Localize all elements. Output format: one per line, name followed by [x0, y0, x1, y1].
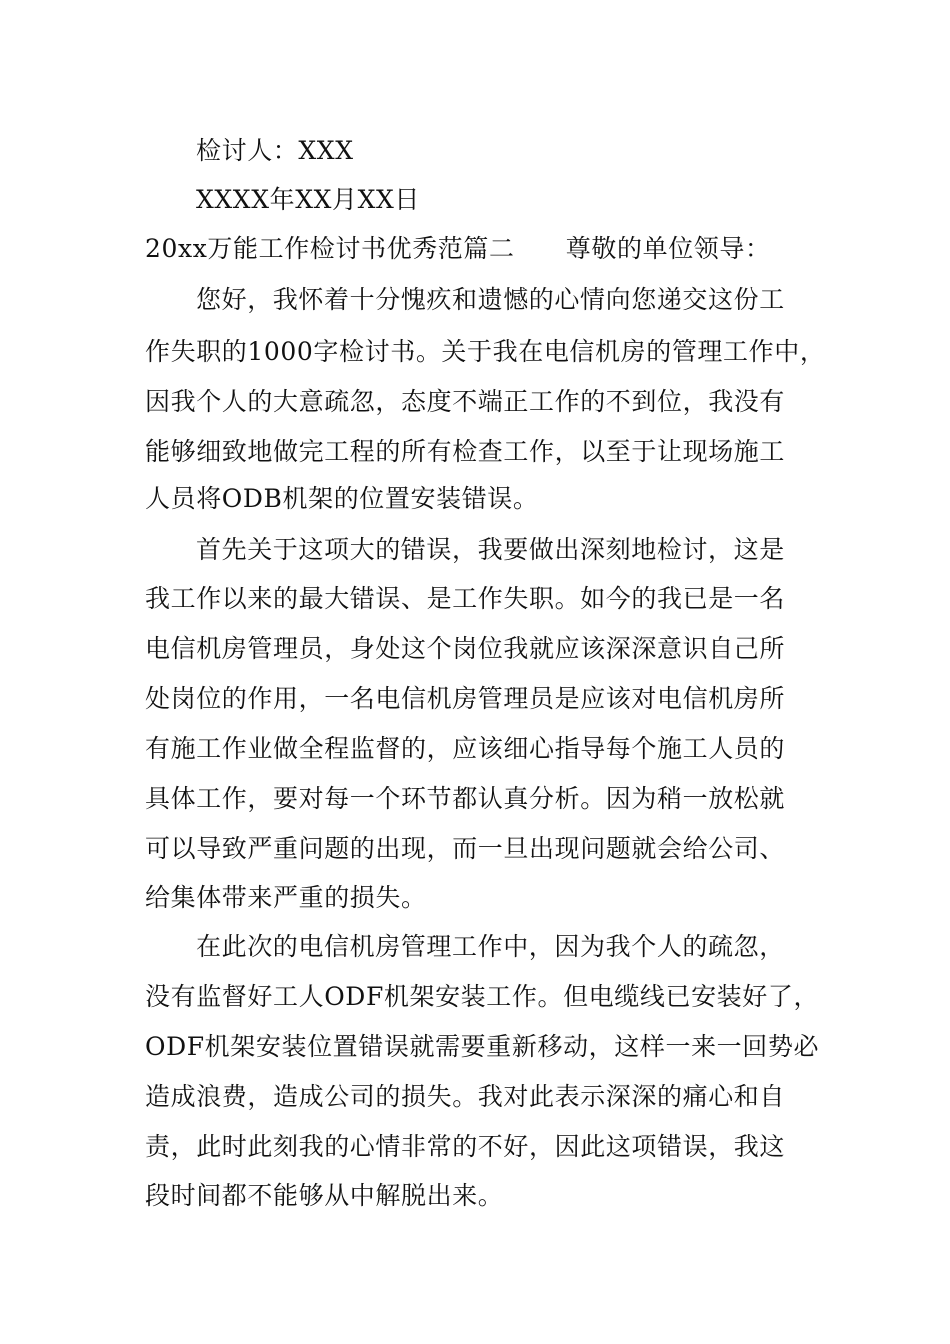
reviewer-line: 检讨人：XXX	[196, 136, 354, 165]
body-text-line: 造成浪费，造成公司的损失。我对此表示深深的痛心和自	[145, 1082, 786, 1111]
body-text-line: 因我个人的大意疏忽，态度不端正工作的不到位，我没有	[145, 387, 786, 416]
body-text-line: 具体工作，要对每一个环节都认真分析。因为稍一放松就	[145, 784, 786, 813]
body-text-line: 处岗位的作用，一名电信机房管理员是应该对电信机房所	[145, 684, 786, 713]
document-heading: 20xx万能工作检讨书优秀范篇二 尊敬的单位领导：	[145, 234, 771, 263]
body-text-line: 电信机房管理员，身处这个岗位我就应该深深意识自己所	[145, 634, 786, 663]
body-text-line: 您好，我怀着十分愧疚和遗憾的心情向您递交这份工	[196, 285, 785, 314]
body-text-line: ODF机架安装位置错误就需要重新移动，这样一来一回势必	[145, 1032, 820, 1061]
body-text-line: 在此次的电信机房管理工作中，因为我个人的疏忽，	[196, 932, 785, 961]
body-text-line: 段时间都不能够从中解脱出来。	[145, 1181, 504, 1210]
body-text-line: 我工作以来的最大错误、是工作失职。如今的我已是一名	[145, 584, 786, 613]
body-text-line: 可以导致严重问题的出现，而一旦出现问题就会给公司、	[145, 834, 786, 863]
body-text-line: 责，此时此刻我的心情非常的不好，因此这项错误，我这	[145, 1132, 786, 1161]
body-text-line: 首先关于这项大的错误，我要做出深刻地检讨，这是	[196, 535, 785, 564]
body-text-line: 有施工作业做全程监督的，应该细心指导每个施工人员的	[145, 734, 786, 763]
body-text-line: 作失职的1000字检讨书。关于我在电信机房的管理工作中，	[145, 337, 826, 366]
body-text-line: 能够细致地做完工程的所有检查工作，以至于让现场施工	[145, 437, 786, 466]
body-text-line: 人员将ODB机架的位置安装错误。	[145, 484, 539, 513]
body-text-line: 没有监督好工人ODF机架安装工作。但电缆线已安装好了，	[145, 982, 820, 1011]
body-text-line: 给集体带来严重的损失。	[145, 883, 427, 912]
date-line: XXXX年XX月XX日	[196, 185, 420, 214]
